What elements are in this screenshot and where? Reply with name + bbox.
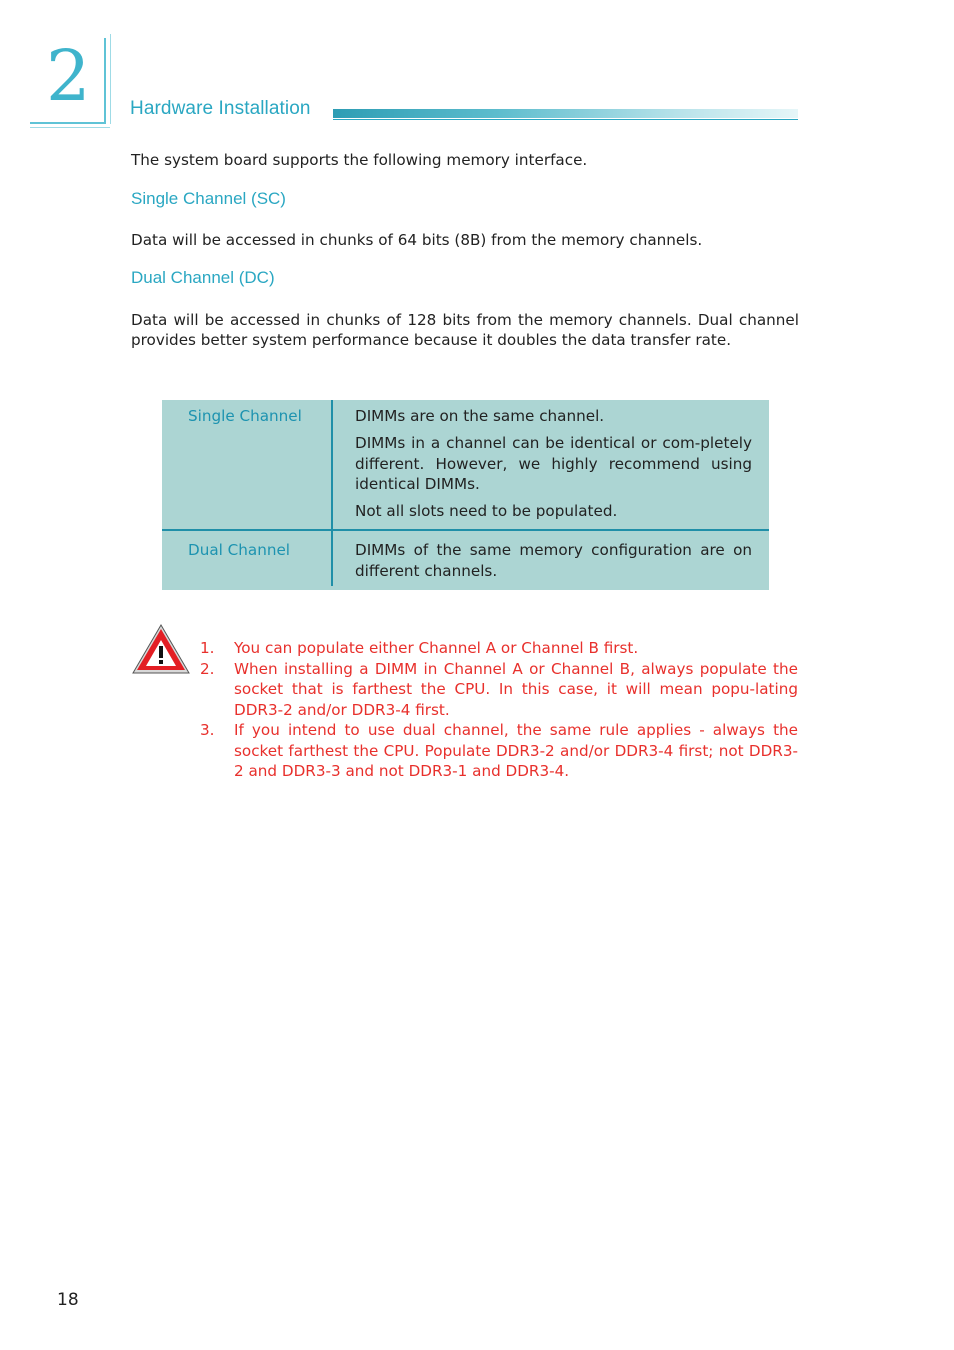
warning-triangle-icon	[131, 622, 191, 676]
warning-list	[200, 638, 798, 782]
list-item	[200, 720, 798, 782]
table-row	[162, 531, 769, 588]
row-text-line: DIMMs of the same memory configuration are on different channels.	[355, 541, 752, 580]
list-item	[200, 638, 798, 659]
row-label-single-channel: Single Channel	[188, 407, 302, 425]
chapter-number: 2	[46, 35, 91, 117]
column-divider	[331, 400, 333, 529]
list-number: 3.	[200, 721, 215, 739]
dual-channel-paragraph: Data will be accessed in chunks of 128 bits from the memory channels. Dual channel provides better system performance because it doubles the data transfer rate.	[131, 311, 799, 349]
list-number: 1.	[200, 639, 215, 657]
page-number: 18	[57, 1290, 79, 1310]
single-channel-heading: Single Channel (SC)	[131, 189, 286, 208]
title-gradient-bar	[333, 109, 798, 118]
section-title: Hardware Installation	[130, 98, 311, 119]
table-row	[162, 400, 769, 531]
row-text-line: DIMMs in a channel can be identical or com-pletely different. However, we highly recommend using identical DIMMs.	[355, 434, 752, 493]
row-text-line: DIMMs are on the same channel.	[355, 407, 605, 425]
column-divider	[331, 531, 333, 586]
single-channel-paragraph: Data will be accessed in chunks of 64 bits (8B) from the memory channels.	[131, 231, 703, 249]
row-label-dual-channel: Dual Channel	[188, 541, 291, 559]
intro-paragraph: The system board supports the following memory interface.	[131, 151, 588, 169]
list-number: 2.	[200, 659, 215, 678]
row-text-line: Not all slots need to be populated.	[355, 502, 618, 520]
memory-mode-table	[162, 400, 769, 590]
list-item	[200, 659, 798, 721]
list-text: If you intend to use dual channel, the same rule applies - always the socket farthest the CPU. Populate DDR3-2 and/or DDR3-4 first; not DDR3-2 and DDR3-3 and not DDR3-1 and DDR3-4.	[234, 721, 798, 780]
list-text: You can populate either Channel A or Channel B first.	[234, 639, 639, 657]
dual-channel-heading: Dual Channel (DC)	[131, 268, 275, 287]
list-text: When installing a DIMM in Channel A or Channel B, always populate the socket that is farthest the CPU. In this case, it will mean popu-lating DDR3-2 and/or DDR3-4 first.	[234, 659, 798, 719]
